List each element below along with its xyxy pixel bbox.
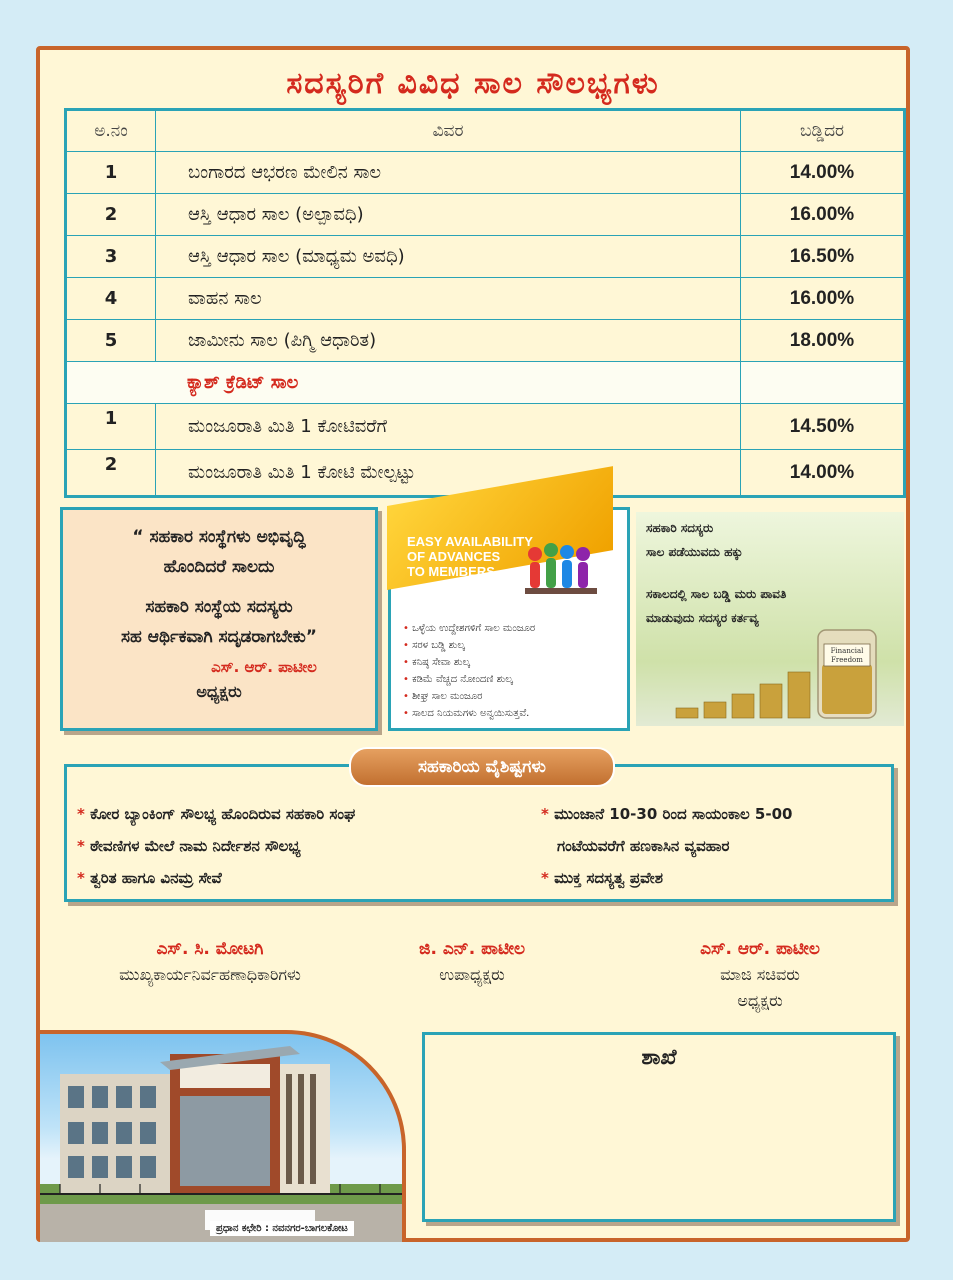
head-office-photo <box>40 1030 406 1242</box>
features-title: ಸಹಕಾರಿಯ ವೈಶಿಷ್ಟಗಳು <box>349 747 615 787</box>
quote-author-name: ಎಸ್. ಆರ್. ಪಾಟೀಲ <box>211 658 317 676</box>
banner-line: TO MEMBERS <box>407 564 495 579</box>
row-rate: 18.00% <box>741 320 905 362</box>
loan-rate-table <box>64 108 906 498</box>
signature-role: ಮುಖ್ಯಕಾರ್ಯನಿರ್ವಹಣಾಧಿಕಾರಿಗಳು <box>119 965 301 984</box>
signature-name: ಎಸ್. ಸಿ. ಮೋಟಗಿ <box>156 939 264 959</box>
advances-banner-text <box>407 534 533 579</box>
row-description: ಮಂಜೂರಾತಿ ಮಿತಿ 1 ಕೋಟಿ ಮೇಲ್ಪಟ್ಟು <box>156 450 741 497</box>
signature-role: ಅಧ್ಯಕ್ಷರು <box>737 991 783 1010</box>
coins-text <box>646 516 786 630</box>
advances-list <box>403 620 535 722</box>
table-row <box>66 152 905 194</box>
cash-credit-section-cell <box>66 362 741 404</box>
coins-line: ಸಹಕಾರಿ ಸದಸ್ಯರು <box>646 521 714 535</box>
row-description: ಮಂಜೂರಾತಿ ಮಿತಿ 1 ಕೋಟಿವರೆಗೆ <box>156 404 741 450</box>
feature-item-continued: ಗಂಟೆಯವರೆಗೆ ಹಣಕಾಸಿನ ವ್ಯವಹಾರ <box>557 837 730 855</box>
signature-role: ಉಪಾಧ್ಯಕ್ಷರು <box>439 965 505 984</box>
quote-line: ಸಹಕಾರಿ ಸಂಸ್ಥೆಯ ಸದಸ್ಯರು <box>145 597 293 617</box>
banner-line: OF ADVANCES <box>407 549 501 564</box>
cash-credit-title: ಕ್ಯಾಶ್ ಕ್ರೆಡಿಟ್ ಸಾಲ <box>187 372 299 393</box>
row-rate: 16.00% <box>741 278 905 320</box>
feature-item: * ಕೋರ ಬ್ಯಾಂಕಿಂಗ್ ಸೌಲಭ್ಯ ಹೊಂದಿರುವ ಸಹಕಾರಿ ಸಂಘ <box>77 805 356 823</box>
building-caption: ಪ್ರಧಾನ ಕಛೇರಿ : ನವನಗರ-ಬಾಗಲಕೋಟ <box>210 1221 354 1236</box>
list-item: • ಕನಿಷ್ಠ ಸೇವಾ ಶುಲ್ಕ <box>403 654 535 671</box>
table-row <box>66 194 905 236</box>
features-box <box>64 757 894 902</box>
people-figures-icon <box>521 540 601 600</box>
list-item: • ಸರಳ ಬಡ್ಡಿ ಶುಲ್ಕ <box>403 637 535 654</box>
coin-stacks-icon <box>666 620 896 724</box>
quote-line: “ ಸಹಕಾರ ಸಂಸ್ಥೆಗಳು ಅಭಿವೃದ್ಧಿ <box>132 527 306 547</box>
list-item: • ಸಾಲದ ನಿಯಮಗಳು ಅನ್ವಯಿಸುತ್ತವೆ. <box>403 705 535 722</box>
row-serial: 1 <box>66 152 156 194</box>
table-row <box>66 278 905 320</box>
jar-label: Financial <box>830 647 864 655</box>
quote-author-role: ಅಧ್ಯಕ್ಷರು <box>196 682 242 701</box>
row-description: ಆಸ್ತಿ ಆಧಾರ ಸಾಲ (ಅಲ್ಪಾವಧಿ) <box>156 194 741 236</box>
row-serial: 2 <box>66 194 156 236</box>
quote-line: ಹೊಂದಿದರೆ ಸಾಲದು <box>163 557 275 577</box>
empty-cell <box>741 362 905 404</box>
row-description: ಜಾಮೀನು ಸಾಲ (ಪಿಗ್ಮಿ ಆಧಾರಿತ) <box>156 320 741 362</box>
feature-item: * ಠೇವಣಿಗಳ ಮೇಲೆ ನಾಮ ನಿರ್ದೇಶನ ಸೌಲಭ್ಯ <box>77 837 301 855</box>
list-item: • ಕಡಿಮೆ ವೆಚ್ಚದ ನೋಂದಣಿ ಶುಲ್ಕ <box>403 671 535 688</box>
row-description: ಆಸ್ತಿ ಆಧಾರ ಸಾಲ (ಮಾಧ್ಯಮ ಅವಧಿ) <box>156 236 741 278</box>
feature-item: * ಮುಕ್ತ ಸದಸ್ಯತ್ವ ಪ್ರವೇಶ <box>541 869 663 887</box>
signature-vice-president <box>362 936 582 988</box>
table-row <box>66 236 905 278</box>
poster-title: ಸದಸ್ಯರಿಗೆ ವಿವಿಧ ಸಾಲ ಸೌಲಭ್ಯಗಳು <box>286 66 660 101</box>
building-icon <box>40 1034 406 1242</box>
row-rate: 16.00% <box>741 194 905 236</box>
feature-item: * ತ್ವರಿತ ಹಾಗೂ ವಿನಮ್ರ ಸೇವೆ <box>77 869 222 887</box>
row-serial: 2 <box>66 450 156 497</box>
table-row <box>66 404 905 450</box>
president-quote-box <box>60 507 378 731</box>
coins-line: ಸಾಲ ಪಡೆಯುವದು ಹಕ್ಕು <box>646 545 743 559</box>
quote-line: ಸಹ ಆರ್ಥಿಕವಾಗಿ ಸದೃಡರಾಗಬೇಕು” <box>121 627 317 647</box>
row-rate: 14.00% <box>741 450 905 497</box>
list-item: • ಒಳ್ಳೆಯ ಉದ್ದೇಶಗಳಿಗೆ ಸಾಲ ಮಂಜೂರ <box>403 620 535 637</box>
header-serial: ಅ.ನಂ <box>66 110 156 152</box>
coins-image-box <box>636 512 904 726</box>
row-serial: 4 <box>66 278 156 320</box>
coins-line: ಮಾಡುವುದು ಸದಸ್ಯರ ಕರ್ತವ್ಯ <box>646 611 759 625</box>
banner-line: EASY AVAILABILITY <box>407 534 533 549</box>
table-header-row <box>66 110 905 152</box>
row-serial: 5 <box>66 320 156 362</box>
row-serial: 1 <box>66 404 156 450</box>
signature-role: ಮಾಜಿ ಸಚಿವರು <box>720 965 800 984</box>
advances-box <box>388 507 630 731</box>
signature-president <box>640 936 880 1014</box>
signature-name: ಎಸ್. ಆರ್. ಪಾಟೀಲ <box>700 939 820 959</box>
branch-box <box>422 1032 896 1222</box>
header-interest-rate: ಬಡ್ಡಿದರ <box>741 110 905 152</box>
row-description: ಬಂಗಾರದ ಆಭರಣ ಮೇಲಿನ ಸಾಲ <box>156 152 741 194</box>
row-rate: 14.50% <box>741 404 905 450</box>
signature-ceo <box>70 936 350 988</box>
table-row <box>66 320 905 362</box>
jar-label: Freedom <box>831 656 863 664</box>
row-serial: 3 <box>66 236 156 278</box>
row-rate: 14.00% <box>741 152 905 194</box>
poster-frame <box>36 46 910 1242</box>
coins-line: ಸಕಾಲದಲ್ಲಿ ಸಾಲ ಬಡ್ಡಿ ಮರು ಪಾವತಿ <box>646 587 787 601</box>
cash-credit-section-row <box>66 362 905 404</box>
branch-title: ಶಾಖೆ <box>641 1045 677 1069</box>
row-rate: 16.50% <box>741 236 905 278</box>
signature-name: ಜಿ. ಎನ್. ಪಾಟೀಲ <box>419 939 525 959</box>
list-item: • ಶೀಘ್ರ ಸಾಲ ಮಂಜೂರ <box>403 688 535 705</box>
row-description: ವಾಹನ ಸಾಲ <box>156 278 741 320</box>
header-description: ವಿವರ <box>156 110 741 152</box>
feature-item: * ಮುಂಜಾನೆ 10-30 ರಿಂದ ಸಾಯಂಕಾಲ 5-00 <box>541 805 793 823</box>
